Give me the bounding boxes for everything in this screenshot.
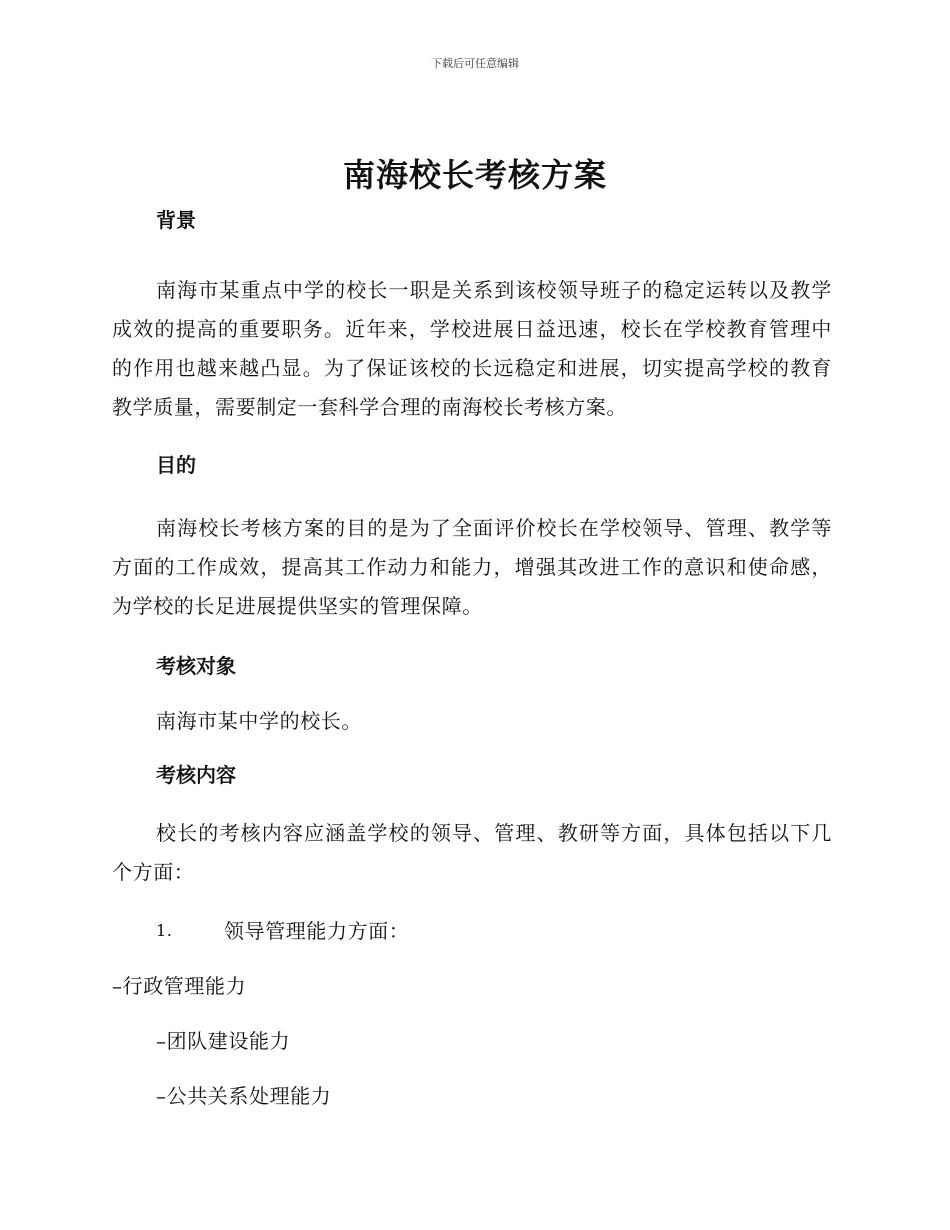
section-heading-content: 考核内容 — [156, 763, 236, 787]
list-item: –公共关系处理能力 — [156, 1084, 332, 1108]
section-heading-background: 背景 — [156, 208, 196, 232]
numbered-item-1 — [112, 916, 832, 946]
paragraph-target: 南海市某中学的校长。 — [156, 709, 362, 733]
paragraph-content: 校长的考核内容应涵盖学校的领导、管理、教研等方面，具体包括以下几个方面： — [112, 821, 832, 884]
document-title: 南海校长考核方案 — [342, 156, 607, 194]
section-heading-target: 考核对象 — [156, 654, 236, 678]
document-body — [112, 205, 832, 1111]
header-note: 下载后可任意编辑 — [431, 57, 519, 70]
list-item: –团队建设能力 — [156, 1029, 291, 1053]
paragraph-purpose: 南海校长考核方案的目的是为了全面评价校长在学校领导、管理、教学等方面的工作成效，提高其工作动力和能力，增强其改进工作的意识和使命感，为学校的长足进展提供坚实的管理保障。 — [112, 516, 832, 618]
list-item: –行政管理能力 — [112, 974, 247, 998]
paragraph-background: 南海市某重点中学的校长一职是关系到该校领导班子的稳定运转以及教学成效的提高的重要职务。近年来，学校进展日益迅速，校长在学校教育管理中的作用也越来越凸显。为了保证该校的长远稳定和进展，切实提高学校的教育教学质量，需要制定一套科学合理的南海校长考核方案。 — [112, 278, 832, 419]
list-item-text: 领导管理能力方面： — [224, 919, 410, 943]
section-heading-purpose: 目的 — [156, 453, 196, 477]
list-number: 1. — [156, 921, 173, 940]
